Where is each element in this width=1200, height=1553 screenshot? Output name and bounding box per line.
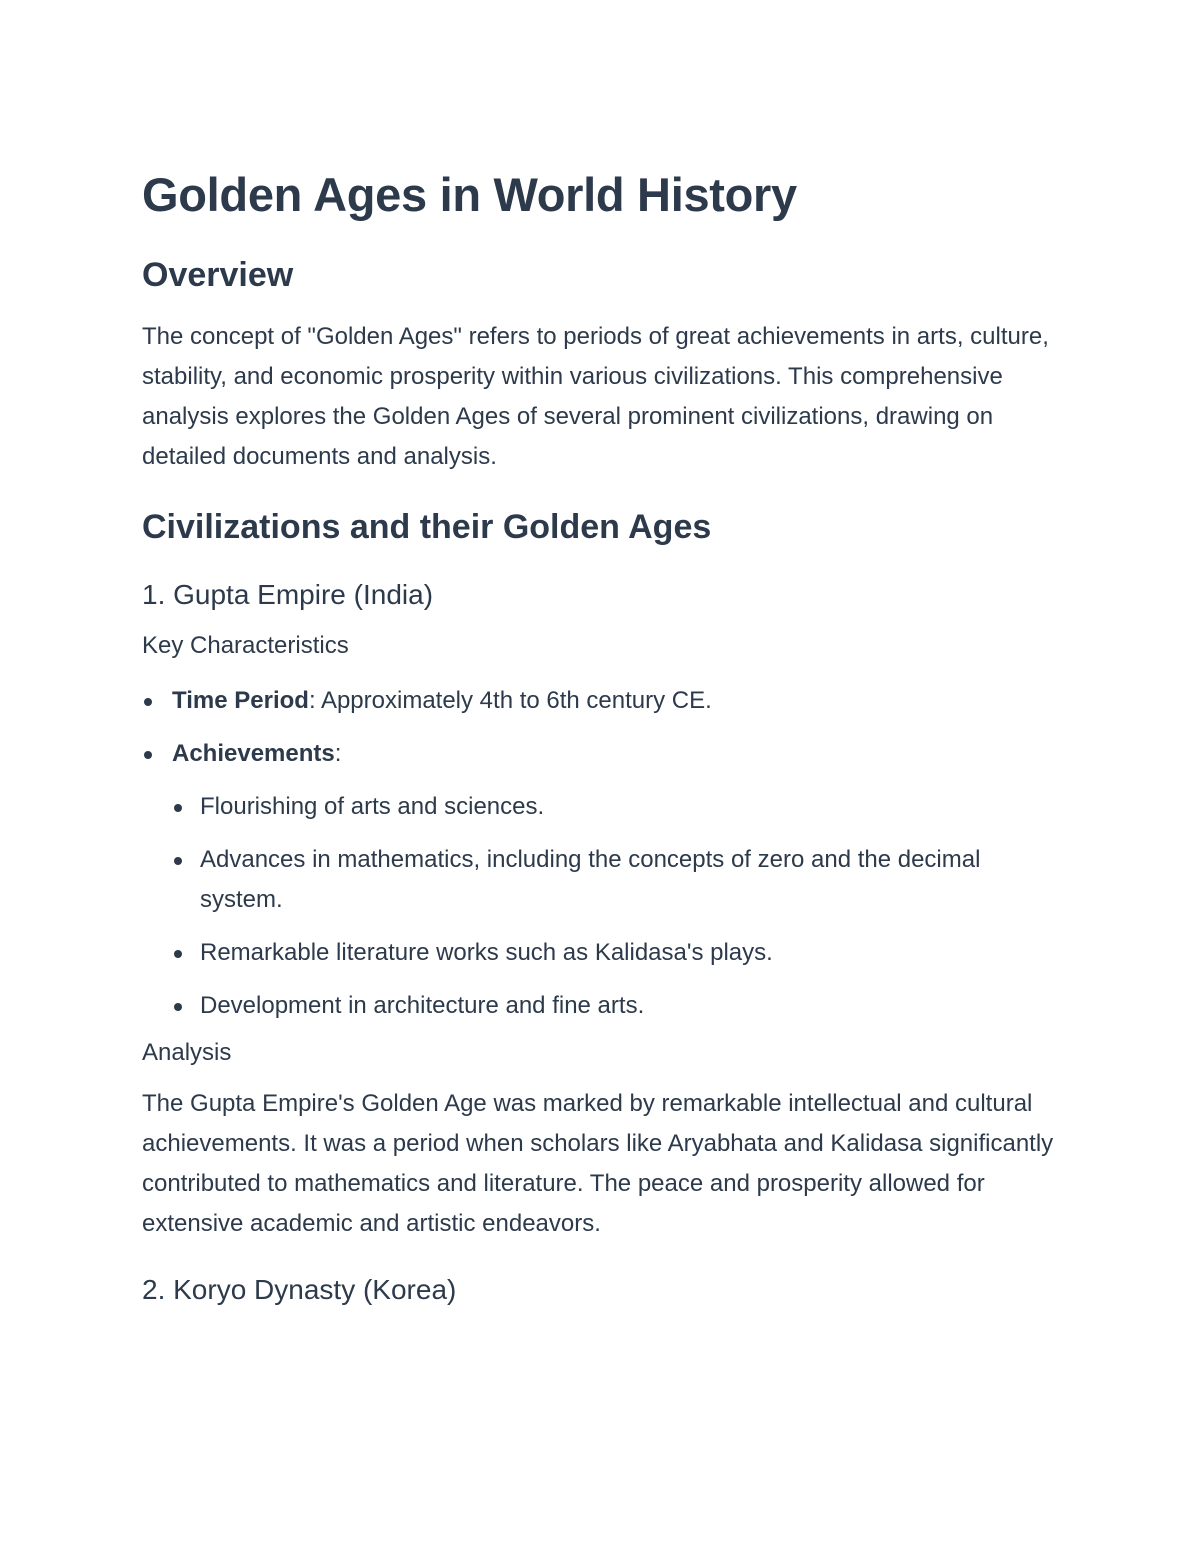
gupta-characteristics-list <box>142 681 1062 1026</box>
document-page <box>142 165 1062 1310</box>
achievements-suffix: : <box>334 740 342 767</box>
list-item: Development in architecture and fine arts. <box>172 986 1062 1026</box>
civilizations-heading: Civilizations and their Golden Ages <box>142 508 712 546</box>
gupta-analysis-heading: Analysis <box>142 1039 232 1066</box>
list-item: Advances in mathematics, including the concepts of zero and the decimal system. <box>172 840 1062 920</box>
gupta-heading: 1. Gupta Empire (India) <box>142 579 434 610</box>
time-period-label: Time Period <box>172 687 309 714</box>
achievements-label: Achievements <box>172 740 335 767</box>
koryo-heading: 2. Koryo Dynasty (Korea) <box>142 1274 457 1305</box>
list-item: Flourishing of arts and sciences. <box>172 787 1062 827</box>
overview-paragraph: The concept of "Golden Ages" refers to periods of great achievements in arts, culture, stability, and economic prosperity within various civilizations. This comprehensive analysis explores the Golden Ages of several prominent civilizations, drawing on detailed documents and analysis. <box>142 323 1049 470</box>
overview-heading: Overview <box>142 256 294 294</box>
list-item <box>142 681 1062 721</box>
gupta-key-characteristics-heading: Key Characteristics <box>142 632 349 659</box>
document-title: Golden Ages in World History <box>142 168 797 221</box>
time-period-value: : Approximately 4th to 6th century CE. <box>308 687 712 714</box>
achievements-list <box>172 787 1062 1026</box>
gupta-analysis-paragraph: The Gupta Empire's Golden Age was marked by remarkable intellectual and cultural achievements. It was a period when scholars like Aryabhata and Kalidasa significantly contributed to mathematics and literature. The peace and prosperity allowed for extensive academic and artistic endeavors. <box>142 1090 1054 1237</box>
list-item <box>142 734 1062 1026</box>
list-item: Remarkable literature works such as Kalidasa's plays. <box>172 933 1062 973</box>
